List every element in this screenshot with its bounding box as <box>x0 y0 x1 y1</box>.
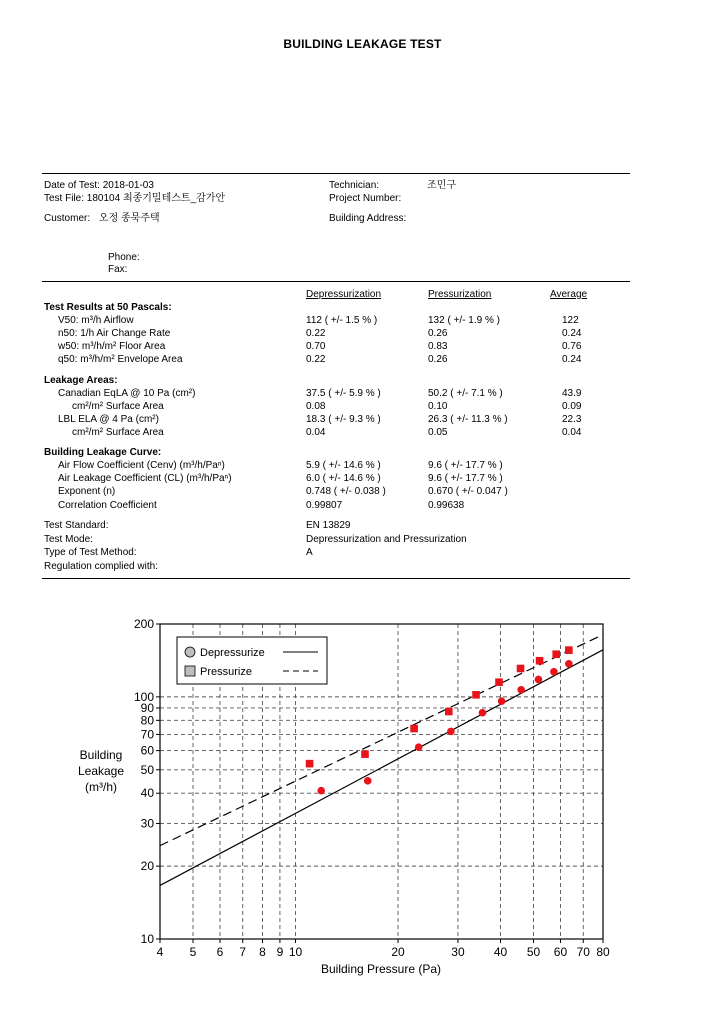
row-label: q50: m³/h/m² Envelope Area <box>58 354 183 365</box>
point-depressurize <box>447 728 455 736</box>
y-tick-label: 40 <box>140 786 154 801</box>
section-heading: Test Results at 50 Pascals: <box>44 302 172 313</box>
regulation-label: Regulation complied with: <box>44 561 158 572</box>
row-label: Canadian EqLA @ 10 Pa (cm²) <box>58 388 196 399</box>
y-axis-label-line3: (m³/h) <box>85 780 117 794</box>
point-pressurize <box>536 657 544 665</box>
x-tick-label: 9 <box>276 945 284 959</box>
row-label: V50: m³/h Airflow <box>58 315 134 326</box>
phone-label: Phone: <box>108 252 140 263</box>
row-depress-value: 0.748 ( +/- 0.038 ) <box>306 486 386 497</box>
point-depressurize <box>565 660 573 668</box>
row-depress-value: 0.08 <box>306 401 326 412</box>
test-standard-value: EN 13829 <box>306 520 351 531</box>
point-depressurize <box>535 676 543 684</box>
row-press-value: 0.670 ( +/- 0.047 ) <box>428 486 508 497</box>
column-average: Average <box>550 289 588 300</box>
legend-circle-icon <box>185 647 195 657</box>
y-axis-label-line2: Leakage <box>77 764 125 778</box>
section-heading: Leakage Areas: <box>44 375 118 386</box>
row-label: Exponent (n) <box>58 486 116 497</box>
technician-label: Technician: <box>329 180 380 191</box>
point-pressurize <box>306 760 314 768</box>
row-label: n50: 1/h Air Change Rate <box>58 328 171 339</box>
x-tick-label: 60 <box>553 945 568 959</box>
row-press-value: 0.99638 <box>428 500 465 511</box>
y-tick-label: 10 <box>140 932 154 946</box>
x-axis-label: Building Pressure (Pa) <box>320 962 442 976</box>
x-tick-label: 8 <box>259 945 266 959</box>
x-tick-label: 20 <box>391 945 405 959</box>
point-depressurize <box>415 743 423 751</box>
divider-top <box>42 173 630 174</box>
row-depress-value: 0.22 <box>306 354 326 365</box>
point-depressurize <box>317 787 325 795</box>
row-press-value: 0.05 <box>428 427 448 438</box>
row-label: w50: m³/h/m² Floor Area <box>58 341 166 352</box>
project-number-label: Project Number: <box>329 193 402 204</box>
test-method-type-label: Type of Test Method: <box>44 547 137 558</box>
row-depress-value: 0.99807 <box>306 500 343 511</box>
point-pressurize <box>410 725 418 733</box>
point-pressurize <box>472 691 480 699</box>
point-pressurize <box>565 646 573 654</box>
row-average-value: 22.3 <box>562 414 582 425</box>
row-label: Correlation Coefficient <box>58 500 157 511</box>
row-label: cm²/m² Surface Area <box>72 427 164 438</box>
row-average-value: 0.76 <box>562 341 582 352</box>
legend <box>177 637 327 684</box>
row-press-value: 0.26 <box>428 354 448 365</box>
x-tick-label: 4 <box>156 945 164 959</box>
date-value: 2018-01-03 <box>102 180 154 191</box>
section-heading: Building Leakage Curve: <box>44 447 162 458</box>
y-axis-label-line1: Building <box>79 748 123 762</box>
building-address-label: Building Address: <box>329 213 407 224</box>
row-depress-value: 112 ( +/- 1.5 % ) <box>306 315 378 326</box>
row-depress-value: 5.9 ( +/- 14.6 % ) <box>306 460 381 471</box>
row-press-value: 9.6 ( +/- 17.7 % ) <box>428 473 503 484</box>
customer-value: 오정 종묵주택 <box>98 213 160 224</box>
test-mode-value: Depressurization and Pressurization <box>306 534 467 545</box>
row-depress-value: 18.3 ( +/- 9.3 % ) <box>306 414 381 425</box>
technician-value: 조민구 <box>427 180 456 191</box>
x-tick-label: 30 <box>451 945 465 959</box>
test-file <box>44 193 225 205</box>
x-tick-label: 6 <box>216 945 224 959</box>
row-depress-value: 0.22 <box>306 328 326 339</box>
y-tick-label: 90 <box>140 700 154 715</box>
row-press-value: 9.6 ( +/- 17.7 % ) <box>428 460 503 471</box>
row-average-value: 0.09 <box>562 401 582 412</box>
row-press-value: 0.83 <box>428 341 448 352</box>
y-tick-label: 70 <box>140 727 154 742</box>
point-depressurize <box>498 697 506 705</box>
y-tick-label: 80 <box>140 713 154 728</box>
test-mode-label: Test Mode: <box>44 534 93 545</box>
legend-square-icon <box>185 666 195 676</box>
row-press-value: 132 ( +/- 1.9 % ) <box>428 315 500 326</box>
date-label: Date of Test: <box>44 180 100 191</box>
row-label: LBL ELA @ 4 Pa (cm²) <box>58 414 159 425</box>
divider-bottom <box>42 578 630 579</box>
point-pressurize <box>517 665 525 673</box>
row-press-value: 50.2 ( +/- 7.1 % ) <box>428 388 503 399</box>
row-average-value: 0.04 <box>562 427 582 438</box>
point-pressurize <box>445 708 453 716</box>
point-pressurize <box>495 678 503 686</box>
x-tick-label: 80 <box>596 945 610 959</box>
y-tick-label: 100 <box>133 689 154 704</box>
point-pressurize <box>361 750 369 758</box>
row-press-value: 26.3 ( +/- 11.3 % ) <box>428 414 508 425</box>
file-label: Test File: <box>44 193 85 204</box>
point-depressurize <box>364 777 372 785</box>
column-depressurization: Depressurization <box>306 289 382 300</box>
row-average-value: 43.9 <box>562 388 582 399</box>
x-tick-label: 50 <box>526 945 541 959</box>
y-tick-label: 30 <box>140 816 154 831</box>
row-average-value: 0.24 <box>562 328 582 339</box>
test-method-type-value: A <box>306 547 313 558</box>
test-standard-label: Test Standard: <box>44 520 109 531</box>
y-tick-label: 50 <box>140 762 154 777</box>
y-tick-label: 60 <box>140 743 154 758</box>
legend-label-pressurize: Pressurize <box>200 666 252 678</box>
x-tick-label: 40 <box>493 945 508 959</box>
y-tick-label: 20 <box>140 859 154 874</box>
customer <box>44 213 160 225</box>
x-tick-label: 7 <box>239 945 247 959</box>
building-leakage-chart <box>0 600 725 1000</box>
x-tick-label: 5 <box>189 945 197 959</box>
row-label: Air Flow Coefficient (Cenv) (m³/h/Paⁿ) <box>58 460 225 471</box>
y-tick-label: 200 <box>133 617 154 631</box>
row-depress-value: 0.04 <box>306 427 326 438</box>
row-average-value: 0.24 <box>562 354 582 365</box>
point-depressurize <box>550 668 558 676</box>
point-pressurize <box>552 650 560 658</box>
fax-label: Fax: <box>108 264 128 275</box>
row-press-value: 0.26 <box>428 328 448 339</box>
legend-label-depressurize: Depressurize <box>200 647 265 659</box>
x-tick-label: 10 <box>288 945 303 959</box>
point-depressurize <box>517 686 525 694</box>
divider-middle <box>42 281 630 282</box>
row-label: Air Leakage Coefficient (CL) (m³/h/Paⁿ) <box>58 473 232 484</box>
row-depress-value: 6.0 ( +/- 14.6 % ) <box>306 473 381 484</box>
customer-label: Customer: <box>44 213 91 224</box>
row-label: cm²/m² Surface Area <box>72 401 164 412</box>
row-press-value: 0.10 <box>428 401 448 412</box>
date-of-test <box>44 180 154 192</box>
row-average-value: 122 <box>562 315 579 326</box>
point-depressurize <box>479 709 487 717</box>
report-title: BUILDING LEAKAGE TEST <box>283 37 442 51</box>
fit-line-depressurize <box>160 650 603 886</box>
row-depress-value: 0.70 <box>306 341 326 352</box>
file-value: 180104 최종기밀테스트_감가안 <box>86 193 226 204</box>
x-tick-label: 70 <box>576 945 590 959</box>
column-pressurization: Pressurization <box>428 289 492 300</box>
row-depress-value: 37.5 ( +/- 5.9 % ) <box>306 388 381 399</box>
